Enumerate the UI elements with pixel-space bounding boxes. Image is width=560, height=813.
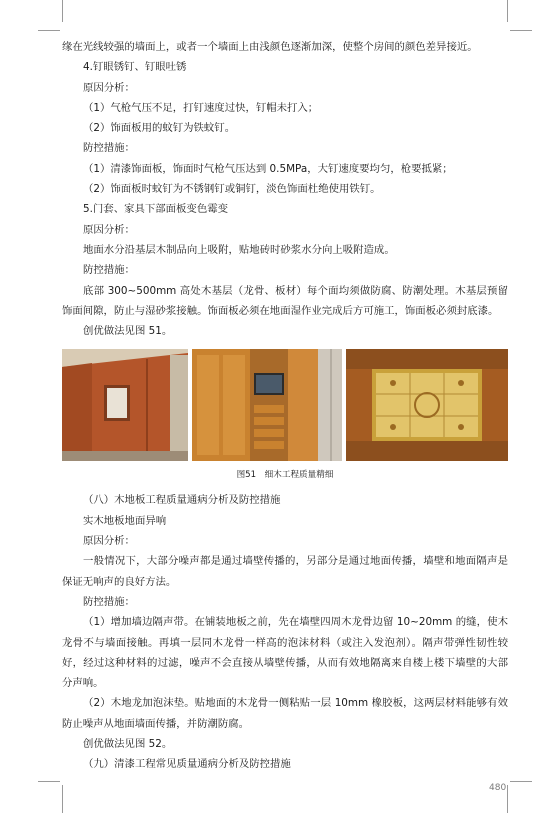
body-paragraph: 一般情况下，大部分噪声都是通过墙壁传播的，另部分是通过地面传播，墙壁和地面隔声是保证无响声的良好方法。	[62, 555, 508, 588]
subsection-heading: 实木地板地面异响	[83, 514, 167, 527]
photo-tv-cabinet	[192, 349, 342, 461]
body-line: 防控措施：	[83, 142, 135, 155]
body-line: 防控措施：	[83, 264, 135, 277]
crop-mark-bottom-left-h	[38, 781, 60, 782]
crop-mark-bottom-right-h	[510, 781, 532, 782]
body-line: 防控措施：	[83, 595, 135, 608]
photo-wood-wall-panel	[62, 349, 188, 461]
photo-inlaid-wood-panel	[346, 349, 508, 461]
body-line: （1）气枪气压不足，打钉速度过快，钉帽未打入；	[83, 101, 319, 114]
crop-mark-bottom-right-v	[507, 785, 508, 813]
figure-caption: 图51 细木工程质量精细	[236, 470, 334, 481]
body-line: （1）清漆饰面板，饰面时气枪气压达到 0.5MPa，大钉速度要均匀，枪要抵紧；	[83, 162, 453, 175]
page-content	[62, 37, 508, 775]
body-line: 缘在光线较强的墙面上，或者一个墙面上由浅颜色逐渐加深，使整个房间的颜色差异接近。	[62, 41, 478, 53]
crop-mark-top-right-v	[507, 0, 508, 22]
body-line: 原因分析：	[83, 223, 135, 236]
section-heading-5: 5.门套、家具下部面板变色霉变	[83, 203, 228, 216]
body-line: 原因分析：	[83, 535, 135, 548]
figure-reference: 创优做法见图 51。	[83, 325, 173, 338]
body-line: 地面水分沿基层木制品向上吸附，贴地砖时砂浆水分向上吸附造成。	[83, 243, 395, 256]
body-paragraph: （1）增加墙边隔声带。在铺装地板之前，先在墙壁四周木龙骨边留 10~20mm 的缝，使木龙骨不与墙面接触。再填一层同木龙骨一样高的泡沫材料（或注入发泡剂）。隔声带弹性韧性较好，经过这种材料的过滤，噪声不会直接从墙壁传播，从而有效地隔离来自楼上楼下墙壁的大部分声响。	[62, 616, 508, 690]
body-line: （2）饰面板时蚊钉为不锈钢钉或铜钉，淡色饰面杜绝使用铁钉。	[83, 183, 381, 196]
crop-mark-top-left-h	[38, 30, 60, 31]
crop-mark-bottom-left-v	[62, 785, 63, 813]
body-line: （2）饰面板用的蚊钉为铁蚊钉。	[83, 122, 236, 135]
crop-mark-top-left-v	[62, 0, 63, 22]
section-heading-9: （九）清漆工程常见质量通病分析及防控措施	[83, 758, 291, 771]
body-line: 原因分析：	[83, 81, 135, 94]
section-heading-8: （八）木地板工程质量通病分析及防控措施	[83, 494, 281, 507]
page-number: 480	[489, 783, 507, 793]
section-heading-4: 4.钉眼锈钉、钉眼吐锈	[83, 61, 187, 74]
figure-51-photos	[62, 349, 508, 461]
figure-reference: 创优做法见图 52。	[83, 738, 173, 751]
body-paragraph: 底部 300~500mm 高处木基层（龙骨、板材）每个面均须做防腐、防潮处理。木基层预留饰面间隙，防止与湿砂浆接触。饰面板必须在地面湿作业完成后方可施工，饰面板必须封底漆。	[62, 284, 508, 317]
crop-mark-top-right-h	[510, 30, 532, 31]
body-paragraph: （2）木地龙加泡沫垫。贴地面的木龙骨一侧粘贴一层 10mm 橡胶板，这两层材料能够有效防止噪声从地面墙面传播，并防潮防腐。	[62, 697, 508, 730]
